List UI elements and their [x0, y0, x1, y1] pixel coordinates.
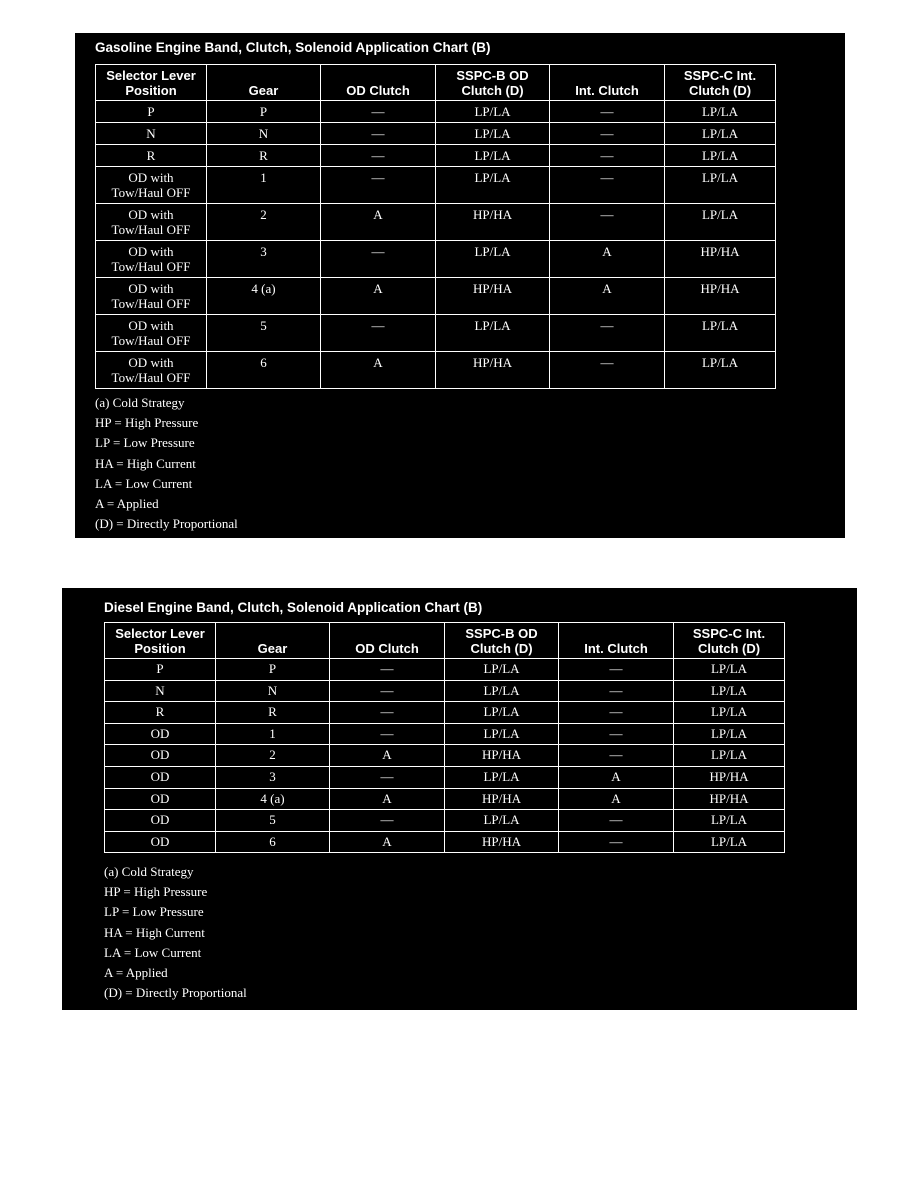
table-row — [96, 204, 776, 241]
cell-od-clutch: — — [330, 766, 445, 788]
table-row — [96, 101, 776, 123]
cell-od-clutch: — — [330, 680, 445, 702]
cell-sspc-b: HP/HA — [445, 745, 559, 767]
application-table — [104, 622, 785, 853]
cell-gear: 1 — [216, 723, 330, 745]
table-row — [96, 145, 776, 167]
cell-gear: 3 — [216, 766, 330, 788]
cell-gear: 6 — [216, 831, 330, 853]
cell-selector-position — [96, 101, 207, 123]
position-line: Tow/Haul OFF — [111, 222, 191, 237]
cell-gear: 4 (a) — [207, 278, 321, 315]
cell-sspc-c: LP/LA — [665, 352, 776, 389]
header-int-clutch: Int. Clutch — [559, 623, 674, 659]
cell-sspc-c: LP/LA — [665, 167, 776, 204]
cell-sspc-c: LP/LA — [674, 680, 785, 702]
position-line: Tow/Haul OFF — [111, 333, 191, 348]
position-line: R — [155, 704, 165, 720]
table-row — [96, 278, 776, 315]
cell-selector-position — [96, 145, 207, 167]
header-selector-position: Selector Lever Position — [105, 623, 216, 659]
cell-sspc-b: LP/LA — [445, 723, 559, 745]
cell-selector-position — [105, 702, 216, 724]
cell-int-clutch: — — [559, 810, 674, 832]
position-line: P — [156, 661, 164, 676]
cell-od-clutch: — — [321, 315, 436, 352]
cell-selector-position — [105, 766, 216, 788]
cell-sspc-b: HP/HA — [436, 204, 550, 241]
legend-item: (D) = Directly Proportional — [95, 516, 238, 532]
header-int-clutch: Int. Clutch — [550, 65, 665, 101]
cell-selector-position — [96, 352, 207, 389]
cell-od-clutch: A — [330, 788, 445, 810]
legend-item: A = Applied — [104, 965, 168, 981]
cell-sspc-b: HP/HA — [436, 352, 550, 389]
position-line: OD — [150, 747, 170, 763]
table-row — [96, 123, 776, 145]
cell-sspc-b: HP/HA — [436, 278, 550, 315]
cell-od-clutch: — — [330, 723, 445, 745]
cell-sspc-b: LP/LA — [436, 101, 550, 123]
position-line: R — [146, 148, 156, 163]
cell-int-clutch: — — [559, 723, 674, 745]
position-line: OD with — [128, 281, 174, 296]
cell-sspc-c: LP/LA — [665, 101, 776, 123]
cell-od-clutch: — — [330, 702, 445, 724]
cell-gear: R — [216, 702, 330, 724]
cell-sspc-c: LP/LA — [674, 659, 785, 681]
cell-od-clutch: — — [321, 145, 436, 167]
cell-gear: 5 — [216, 810, 330, 832]
cell-sspc-b: LP/LA — [445, 702, 559, 724]
cell-gear: 5 — [207, 315, 321, 352]
table-row — [105, 745, 785, 767]
cell-int-clutch: — — [550, 123, 665, 145]
header-sspc-b: SSPC-B OD Clutch (D) — [436, 65, 550, 101]
cell-int-clutch: A — [550, 241, 665, 278]
legend — [104, 862, 247, 1003]
cell-int-clutch: — — [550, 352, 665, 389]
cell-int-clutch: — — [550, 145, 665, 167]
cell-sspc-b: LP/LA — [436, 315, 550, 352]
position-line: P — [147, 104, 155, 119]
position-line: Tow/Haul OFF — [111, 370, 191, 385]
gasoline-chart-panel — [75, 33, 845, 538]
cell-gear: N — [207, 123, 321, 145]
legend — [95, 393, 238, 534]
cell-sspc-b: LP/LA — [445, 810, 559, 832]
header-gear: Gear — [207, 65, 321, 101]
chart-title: Diesel Engine Band, Clutch, Solenoid Application Chart (B) — [104, 600, 483, 615]
cell-int-clutch: A — [559, 788, 674, 810]
legend-item: (D) = Directly Proportional — [104, 985, 247, 1001]
cell-selector-position — [96, 204, 207, 241]
table-row — [96, 315, 776, 352]
header-sspc-c: SSPC-C Int. Clutch (D) — [674, 623, 785, 659]
legend-item: (a) Cold Strategy — [95, 395, 185, 410]
table-row — [105, 831, 785, 853]
table-header-row — [96, 65, 776, 101]
cell-sspc-c: LP/LA — [674, 831, 785, 853]
cell-selector-position — [105, 788, 216, 810]
legend-item: LP = Low Pressure — [95, 435, 195, 451]
cell-int-clutch: — — [559, 702, 674, 724]
legend-item: HA = High Current — [104, 924, 205, 940]
cell-selector-position — [105, 810, 216, 832]
cell-od-clutch: A — [321, 352, 436, 389]
position-line: Tow/Haul OFF — [111, 185, 191, 200]
table-row — [105, 680, 785, 702]
cell-int-clutch: A — [550, 278, 665, 315]
position-line: OD — [150, 833, 170, 849]
legend-item: LP = Low Pressure — [104, 904, 204, 920]
table-row — [96, 352, 776, 389]
cell-sspc-c: LP/LA — [665, 315, 776, 352]
position-line: OD with — [128, 244, 174, 259]
cell-gear: R — [207, 145, 321, 167]
cell-sspc-b: HP/HA — [445, 788, 559, 810]
cell-gear: 4 (a) — [216, 788, 330, 810]
cell-sspc-c: LP/LA — [665, 123, 776, 145]
position-line: OD with — [128, 207, 174, 222]
header-gear: Gear — [216, 623, 330, 659]
table-row — [105, 766, 785, 788]
cell-gear: 2 — [216, 745, 330, 767]
cell-sspc-c: HP/HA — [674, 766, 785, 788]
cell-sspc-c: LP/LA — [674, 723, 785, 745]
cell-selector-position — [96, 315, 207, 352]
cell-int-clutch: — — [550, 101, 665, 123]
cell-selector-position — [105, 745, 216, 767]
legend-item: LA = Low Current — [95, 475, 193, 491]
cell-sspc-b: LP/LA — [436, 123, 550, 145]
legend-item: HA = High Current — [95, 455, 196, 471]
position-line: N — [155, 682, 165, 698]
legend-item: LA = Low Current — [104, 944, 202, 960]
legend-item: A = Applied — [95, 496, 159, 512]
header-sspc-c: SSPC-C Int. Clutch (D) — [665, 65, 776, 101]
cell-od-clutch: — — [321, 241, 436, 278]
position-line: N — [146, 126, 156, 141]
position-line: Tow/Haul OFF — [111, 259, 191, 274]
position-line: OD with — [128, 355, 174, 370]
table-row — [96, 167, 776, 204]
position-line: OD with — [128, 170, 174, 185]
cell-int-clutch: — — [559, 659, 674, 681]
header-od-clutch: OD Clutch — [330, 623, 445, 659]
cell-selector-position — [96, 123, 207, 145]
table-row — [105, 723, 785, 745]
cell-gear: 2 — [207, 204, 321, 241]
diesel-chart-panel — [62, 588, 857, 1010]
table-row — [105, 702, 785, 724]
cell-od-clutch: — — [321, 167, 436, 204]
table-row — [105, 659, 785, 681]
cell-int-clutch: — — [550, 204, 665, 241]
chart-title: Gasoline Engine Band, Clutch, Solenoid Application Chart (B) — [95, 40, 491, 55]
position-line: OD — [150, 768, 170, 784]
cell-od-clutch: A — [321, 278, 436, 315]
application-table — [95, 64, 776, 389]
cell-sspc-b: LP/LA — [436, 167, 550, 204]
cell-sspc-b: LP/LA — [445, 659, 559, 681]
cell-int-clutch: — — [550, 315, 665, 352]
cell-gear: 3 — [207, 241, 321, 278]
cell-sspc-c: LP/LA — [665, 204, 776, 241]
cell-sspc-c: HP/HA — [674, 788, 785, 810]
cell-sspc-c: LP/LA — [665, 145, 776, 167]
position-line: OD — [150, 725, 170, 741]
cell-gear: 1 — [207, 167, 321, 204]
cell-sspc-c: LP/LA — [674, 810, 785, 832]
cell-selector-position — [96, 167, 207, 204]
cell-sspc-c: LP/LA — [674, 702, 785, 724]
cell-od-clutch: — — [321, 123, 436, 145]
cell-selector-position — [96, 278, 207, 315]
cell-selector-position — [96, 241, 207, 278]
cell-sspc-b: LP/LA — [436, 241, 550, 278]
cell-selector-position — [105, 831, 216, 853]
position-line: OD — [150, 812, 170, 828]
cell-selector-position — [105, 659, 216, 681]
legend-item: HP = High Pressure — [104, 884, 208, 900]
cell-od-clutch: — — [330, 810, 445, 832]
table-row — [105, 788, 785, 810]
cell-sspc-b: HP/HA — [445, 831, 559, 853]
cell-od-clutch: A — [330, 745, 445, 767]
cell-int-clutch: — — [550, 167, 665, 204]
header-sspc-b: SSPC-B OD Clutch (D) — [445, 623, 559, 659]
table-row — [105, 810, 785, 832]
cell-sspc-b: LP/LA — [436, 145, 550, 167]
position-line: OD — [150, 790, 170, 806]
cell-int-clutch: — — [559, 680, 674, 702]
cell-selector-position — [105, 723, 216, 745]
table-header-row — [105, 623, 785, 659]
cell-od-clutch: — — [321, 101, 436, 123]
cell-od-clutch: — — [330, 659, 445, 681]
cell-sspc-b: LP/LA — [445, 680, 559, 702]
cell-od-clutch: A — [330, 831, 445, 853]
cell-sspc-c: LP/LA — [674, 745, 785, 767]
cell-sspc-b: LP/LA — [445, 766, 559, 788]
cell-gear: P — [216, 659, 330, 681]
table-row — [96, 241, 776, 278]
header-selector-position: Selector Lever Position — [96, 65, 207, 101]
legend-item: (a) Cold Strategy — [104, 864, 194, 879]
position-line: Tow/Haul OFF — [111, 296, 191, 311]
legend-item: HP = High Pressure — [95, 415, 199, 431]
cell-int-clutch: — — [559, 831, 674, 853]
cell-gear: N — [216, 680, 330, 702]
cell-od-clutch: A — [321, 204, 436, 241]
cell-sspc-c: HP/HA — [665, 278, 776, 315]
cell-int-clutch: A — [559, 766, 674, 788]
cell-int-clutch: — — [559, 745, 674, 767]
cell-gear: 6 — [207, 352, 321, 389]
cell-selector-position — [105, 680, 216, 702]
position-line: OD with — [128, 318, 174, 333]
cell-sspc-c: HP/HA — [665, 241, 776, 278]
header-od-clutch: OD Clutch — [321, 65, 436, 101]
cell-gear: P — [207, 101, 321, 123]
